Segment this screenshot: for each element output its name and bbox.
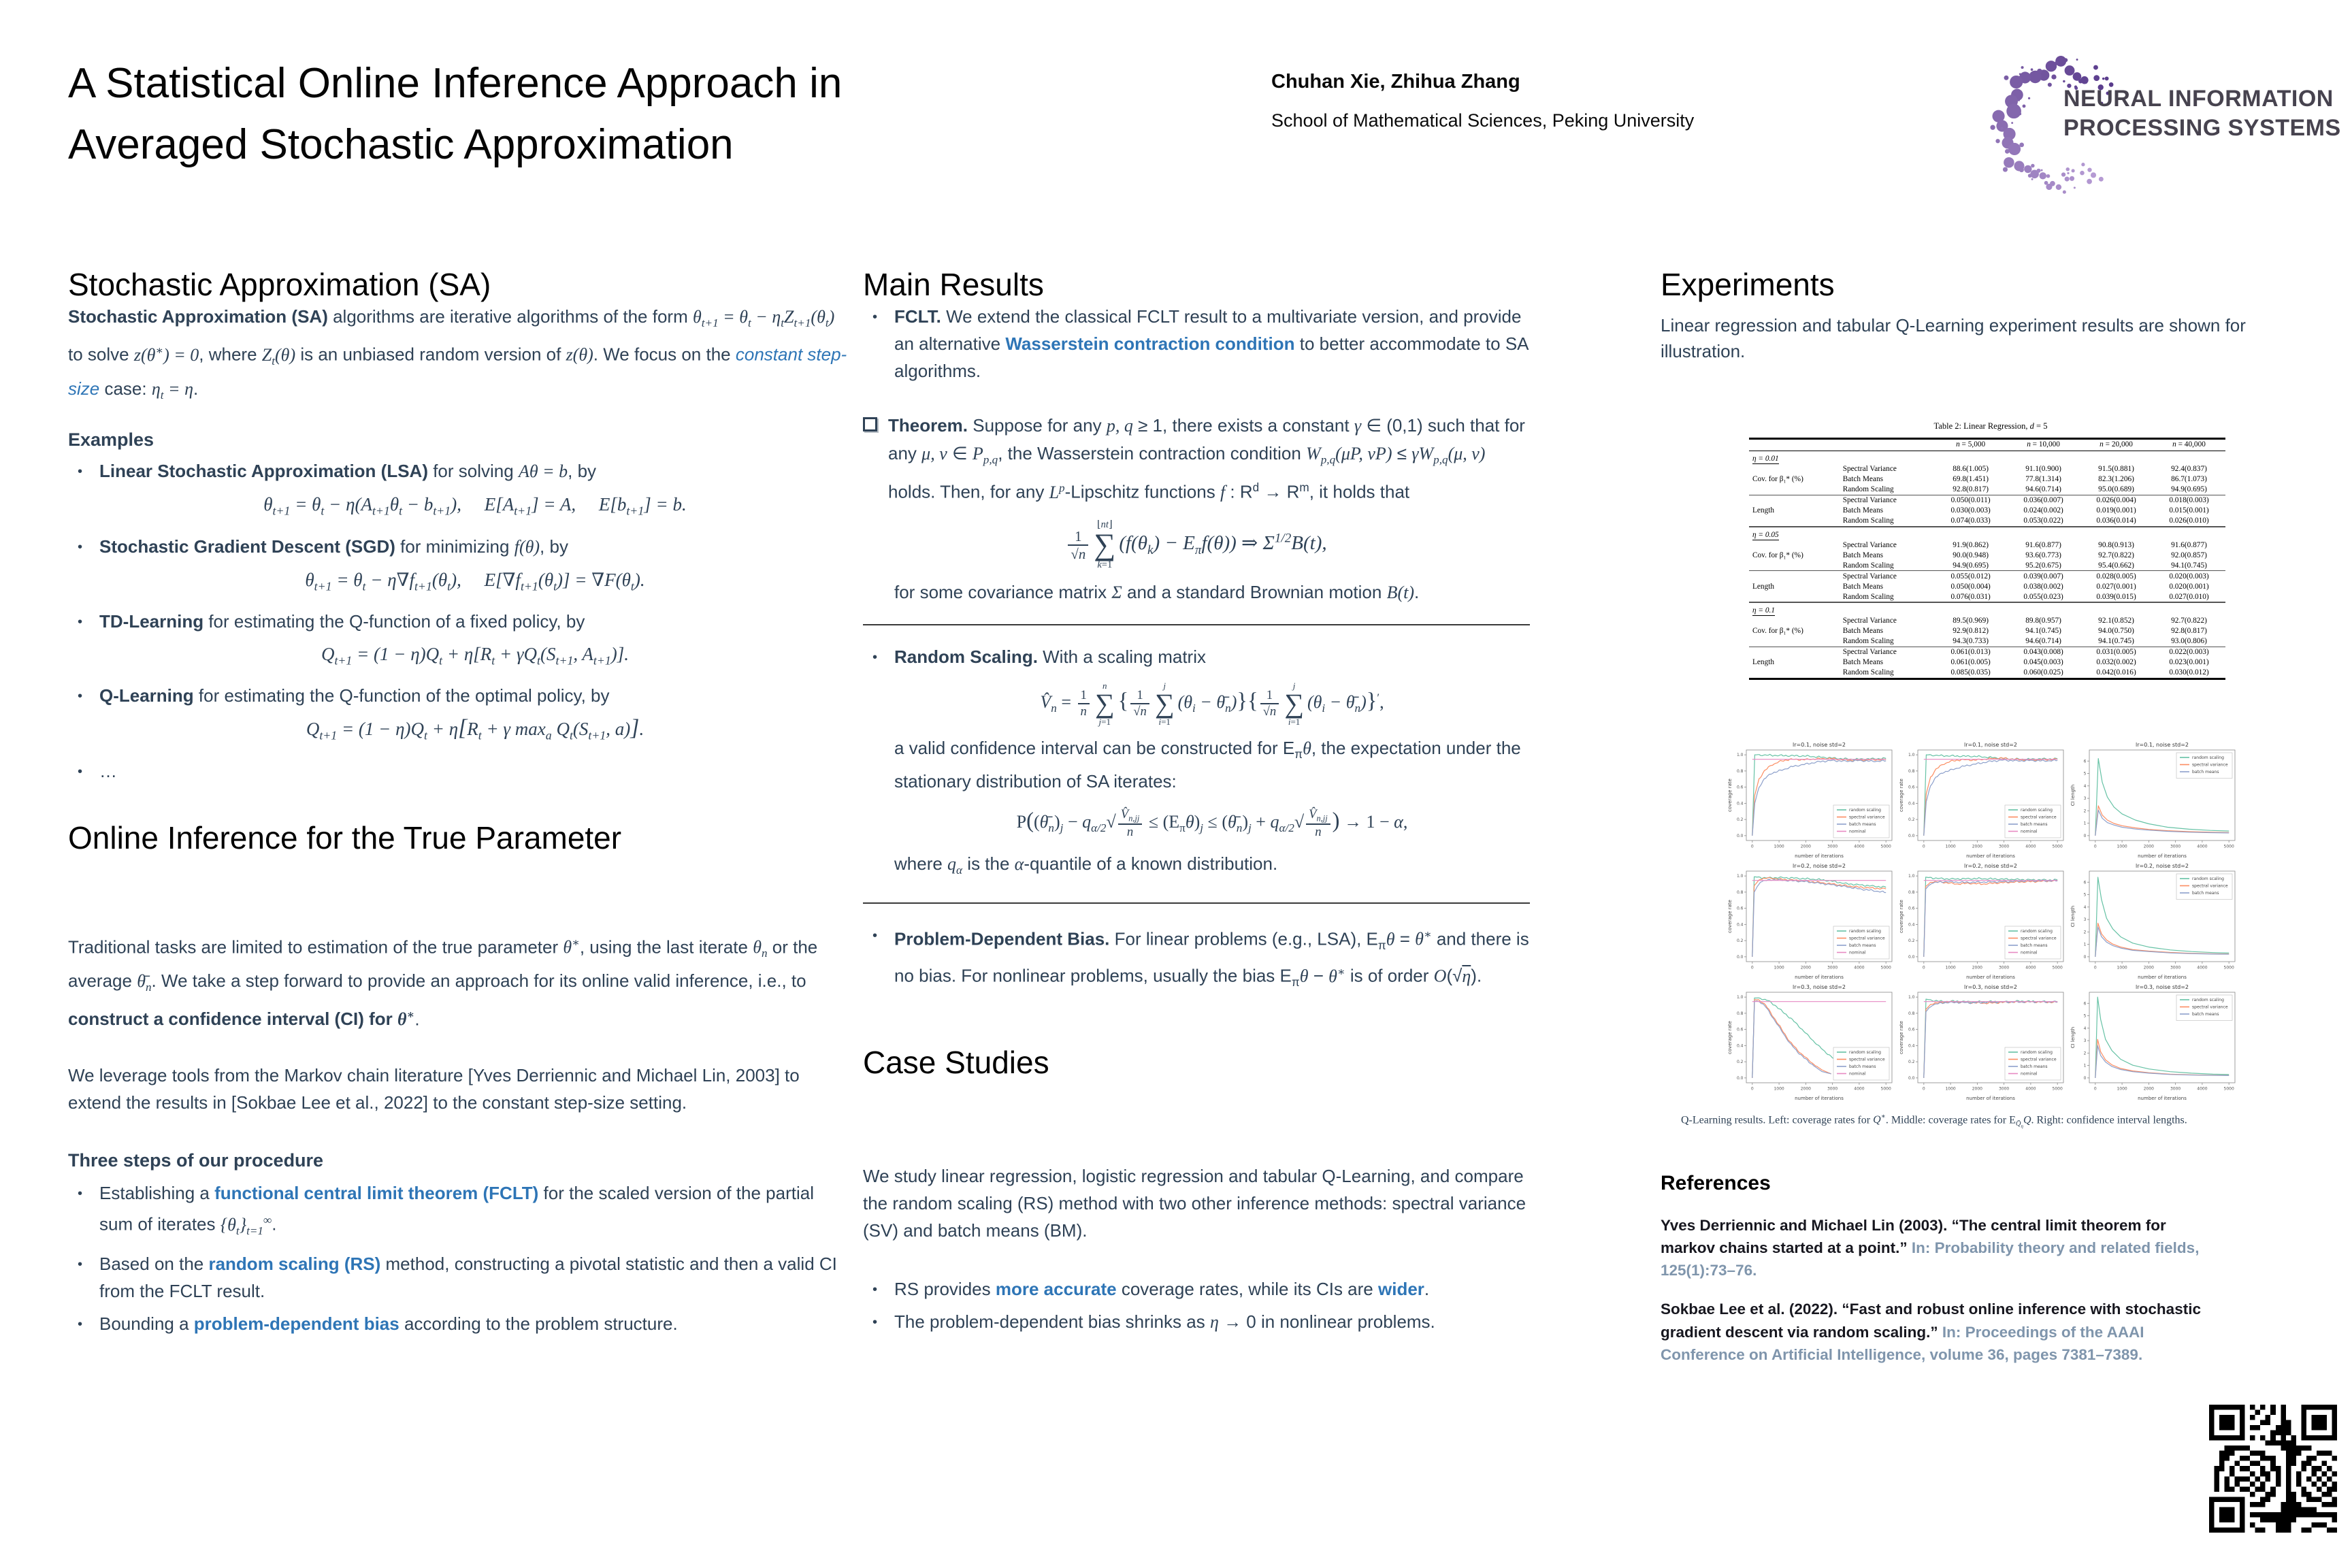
svg-text:0.8: 0.8 (1736, 1011, 1744, 1016)
table-row: Batch Means 0.050(0.004) 0.038(0.002) 0.027(0.001) 0.020(0.001) (1842, 582, 2209, 591)
random-scaling-lead: Random Scaling. With a scaling matrix (894, 646, 1206, 667)
example-lead: TD-Learning for estimating the Q-function of a fixed policy, by (99, 610, 585, 632)
svg-text:0.2: 0.2 (1736, 817, 1744, 823)
online-inference-paragraph-1: Traditional tasks are limited to estimation of the true parameter θ∗, using the last iterate $\theta_n$ or the average $\thetā_n$. We take a step forward to provide an approach for its online valid inference, i.e., to construct a confidence interval (CI) for θ∗. (68, 936, 818, 1030)
svg-text:4000: 4000 (1854, 1086, 1865, 1092)
svg-text:2000: 2000 (1972, 844, 1983, 849)
svg-text:2000: 2000 (1972, 965, 1983, 970)
svg-text:1000: 1000 (1945, 844, 1956, 849)
svg-text:1000: 1000 (2117, 844, 2127, 849)
svg-text:2: 2 (2083, 1051, 2087, 1056)
svg-text:number of iterations: number of iterations (1795, 974, 1844, 980)
svg-text:0: 0 (2083, 954, 2087, 960)
svg-text:0.6: 0.6 (1908, 785, 1915, 790)
svg-text:0: 0 (2093, 844, 2097, 849)
case-studies-paragraph: We study linear regression, logistic regression and tabular Q-Learning, and compare the random scaling (RS) method with two other inference methods: spectral variance (SV) and batch means (BM). (863, 1166, 1526, 1241)
theorem-square-marker (863, 417, 877, 431)
column-experiments (1661, 267, 2341, 1382)
svg-text:spectral variance: spectral variance (2021, 1057, 2057, 1062)
svg-text:0.2: 0.2 (1736, 938, 1744, 944)
svg-text:0.4: 0.4 (1736, 922, 1744, 928)
svg-text:lr=0.1, noise std=2: lr=0.1, noise std=2 (1792, 741, 1846, 748)
svg-text:1000: 1000 (1774, 1086, 1784, 1092)
svg-text:2000: 2000 (1800, 965, 1812, 970)
svg-text:3000: 3000 (1998, 1086, 2010, 1092)
case-studies-list (863, 1275, 1530, 1336)
table-caption: Table 2: Linear Regression, d = 5 (1933, 421, 2048, 431)
svg-text:1000: 1000 (1774, 844, 1784, 849)
svg-text:batch means: batch means (2192, 890, 2219, 896)
svg-text:5: 5 (2083, 892, 2087, 898)
svg-text:3: 3 (2083, 917, 2087, 922)
references-block (1661, 1172, 2341, 1367)
svg-text:number of iterations: number of iterations (1966, 853, 2015, 859)
reference-item (1661, 1214, 2212, 1282)
svg-text:4000: 4000 (1854, 965, 1865, 970)
svg-text:1.0: 1.0 (1908, 753, 1915, 758)
svg-text:spectral variance: spectral variance (2192, 883, 2228, 889)
svg-text:batch means: batch means (2192, 1011, 2219, 1017)
example-formula: $Q_{t+1} = (1 - \eta)Q_t + \eta[R_t + \gamma$ $\max_a Q_t(S_{t+1}$, a)]. (306, 715, 644, 742)
poster-title-line1: A Statistical Online Inference Approach in (68, 60, 843, 107)
svg-text:nominal: nominal (2021, 1071, 2038, 1077)
svg-text:4: 4 (2083, 904, 2087, 910)
table-row: Cov. for β₁* (%) Spectral Variance 88.6(1.005) 91.1(0.900) 91.5(0.881) 92.4(0.837) (1752, 465, 2207, 484)
three-steps-subheading: Three steps of our procedure (68, 1150, 324, 1171)
experiments-intro: Linear regression and tabular Q-Learning experiment results are shown for illustration. (1661, 314, 2246, 361)
table-row: Random Scaling 0.085(0.035) 0.060(0.025) 0.042(0.016) 0.030(0.012) (1842, 668, 2209, 677)
table-eta-row: η = 0.1 (1749, 602, 2225, 616)
list-item: • RS provides more accurate coverage rates, while its CIs are wider. (894, 1275, 1530, 1303)
svg-text:0.6: 0.6 (1908, 906, 1915, 911)
svg-text:number of iterations: number of iterations (1795, 853, 1844, 859)
plots-grid (1726, 740, 2243, 1103)
svg-text:coverage rate: coverage rate (1899, 899, 1904, 933)
svg-text:random scaling: random scaling (1849, 807, 1881, 813)
svg-text:3000: 3000 (1998, 844, 2010, 849)
section-heading-online-inference: Online Inference for the True Parameter (68, 819, 622, 855)
svg-text:number of iterations: number of iterations (2138, 974, 2187, 980)
svg-text:spectral variance: spectral variance (2021, 815, 2057, 820)
svg-text:1.0: 1.0 (1736, 753, 1744, 758)
table-row: Batch Means 92.9(0.812) 94.1(0.745) 94.0(0.750) 92.8(0.817) (1842, 627, 2207, 636)
svg-text:3000: 3000 (2170, 965, 2181, 970)
three-steps-list (68, 1179, 851, 1337)
svg-text:1000: 1000 (1774, 965, 1784, 970)
svg-text:nominal: nominal (1849, 829, 1866, 834)
svg-text:spectral variance: spectral variance (2192, 1004, 2228, 1010)
svg-text:random scaling: random scaling (1849, 1049, 1881, 1055)
svg-text:lr=0.2, noise std=2: lr=0.2, noise std=2 (2135, 862, 2189, 869)
poster-title-line2: Averaged Stochastic Approximation (68, 120, 734, 168)
svg-text:1000: 1000 (2117, 1086, 2127, 1092)
list-item: • Bounding a problem-dependent bias according to the problem structure. (99, 1310, 851, 1337)
svg-text:0.4: 0.4 (1908, 922, 1915, 928)
svg-text:2: 2 (2083, 930, 2087, 935)
svg-text:4000: 4000 (2197, 844, 2208, 849)
table-row: Length Spectral Variance 0.050(0.011) 0.036(0.007) 0.026(0.004) 0.018(0.003) (1749, 495, 2225, 506)
online-inference-paragraph-2: We leverage tools from the Markov chain literature [Yves Derriennic and Michael Lin, 2003] to extend the results in [Sokbae Lee et al., 2022] to the constant step-size setting. (68, 1065, 800, 1113)
theorem-formula: $\frac{1}{√n}$ ⌊nt⌋ ∑ k=1 $(f(\theta_k) - E_\pi f(\theta))$ ⇒ $\Sigma^{1/2}B(t)$, (863, 520, 1530, 570)
table-row: Length Spectral Variance 0.055(0.012) 0.039(0.007) 0.028(0.005) 0.020(0.003) (1749, 571, 2225, 582)
svg-text:0: 0 (1922, 1086, 1925, 1092)
section-heading-case-studies: Case Studies (863, 1045, 1049, 1081)
svg-text:5000: 5000 (1880, 844, 1891, 849)
example-formula: $\theta_{t+1} = \theta_t - \eta(A_{t+1}\theta_t - b_{t+1})$, $E[A_{t+1}] = A$, $E[b_{t+1}] = b$. (263, 494, 687, 518)
confidence-interval-formula: $P((\thetā_n)_j - q_{\alpha/2}√$ $\frac{V̂_{n,jj}}{n}$ ≤ $(E_\pi\theta)_j$ ≤ $(\thetā_n)_j + q_{\alpha/2}√$ $\frac{V̂_{n,jj}}{n}$ ) → 1 − α, (1016, 807, 1408, 840)
svg-text:lr=0.3, noise std=2: lr=0.3, noise std=2 (1792, 983, 1846, 990)
svg-text:1: 1 (2083, 1063, 2087, 1068)
svg-text:0.2: 0.2 (1908, 817, 1915, 823)
svg-text:3000: 3000 (2170, 1086, 2181, 1092)
svg-text:0: 0 (2093, 965, 2097, 970)
svg-text:1000: 1000 (1945, 965, 1956, 970)
svg-text:0.8: 0.8 (1736, 768, 1744, 774)
experiment-plot (1726, 982, 1897, 1103)
table-row: Batch Means 69.8(1.451) 77.8(1.314) 82.3(1.206) 86.7(1.073) (1842, 475, 2207, 484)
svg-text:2000: 2000 (2143, 965, 2155, 970)
theorem-after-text: for some covariance matrix Σ and a standard Brownian motion B(t). (894, 581, 1420, 602)
poster-title (68, 53, 842, 176)
svg-text:0: 0 (1922, 965, 1925, 970)
random-scaling-after-text: where $q_\alpha$ is the α-quantile of a known distribution. (894, 853, 1278, 877)
table-row: Random Scaling 0.074(0.033) 0.053(0.022) 0.036(0.014) 0.026(0.010) (1842, 517, 2209, 525)
experiment-plot (1726, 740, 1897, 861)
svg-text:coverage rate: coverage rate (1899, 778, 1904, 812)
svg-text:batch means: batch means (1849, 821, 1876, 827)
svg-text:5: 5 (2083, 1013, 2087, 1019)
svg-text:5000: 5000 (1880, 965, 1891, 970)
svg-text:4000: 4000 (2025, 1086, 2036, 1092)
svg-text:number of iterations: number of iterations (2138, 1095, 2187, 1101)
svg-text:random scaling: random scaling (2021, 807, 2053, 813)
svg-text:4000: 4000 (2025, 965, 2036, 970)
svg-text:4: 4 (2083, 1026, 2087, 1031)
svg-text:random scaling: random scaling (1849, 928, 1881, 934)
svg-text:2000: 2000 (2143, 1086, 2155, 1092)
svg-text:1.0: 1.0 (1908, 995, 1915, 1000)
svg-text:0.0: 0.0 (1908, 954, 1915, 960)
list-item: • Establishing a functional central limit theorem (FCLT) for the scaled version of the partial sum of iterates $\{\theta_t\}_{t=1}^\infty$. (99, 1179, 851, 1245)
svg-text:4000: 4000 (1854, 844, 1865, 849)
svg-text:0.8: 0.8 (1908, 889, 1915, 895)
svg-text:spectral variance: spectral variance (2021, 936, 2057, 941)
list-item: • Based on the random scaling (RS) method, constructing a pivotal statistic and then a valid CI from the FCLT result. (99, 1250, 851, 1305)
svg-text:0.4: 0.4 (1736, 1043, 1744, 1049)
svg-text:random scaling: random scaling (2192, 997, 2224, 1002)
divider (863, 624, 1530, 625)
svg-text:1000: 1000 (2117, 965, 2127, 970)
svg-text:0.2: 0.2 (1908, 1060, 1915, 1065)
svg-text:0.8: 0.8 (1736, 889, 1744, 895)
svg-text:5000: 5000 (2052, 844, 2063, 849)
authors: Chuhan Xie, Zhihua Zhang (1271, 71, 1520, 93)
svg-text:random scaling: random scaling (2021, 928, 2053, 934)
svg-text:CI length: CI length (2070, 905, 2076, 928)
svg-text:lr=0.1, noise std=2: lr=0.1, noise std=2 (2135, 741, 2189, 748)
column-stochastic-approximation (68, 267, 851, 1343)
random-scaling-list (863, 643, 1530, 885)
reference-venue: In: Probability theory and related fields, 125(1):73–76. (1661, 1239, 2200, 1279)
fclt-bullet: • FCLT. We extend the classical FCLT result to a multivariate version, and provide an alternative Wasserstein contraction condition to better accommodate to SA algorithms. (894, 303, 1530, 385)
svg-text:0: 0 (1750, 1086, 1754, 1092)
svg-text:1: 1 (2083, 942, 2087, 947)
table-row: Random Scaling 92.8(0.817) 94.6(0.714) 95.0(0.689) 94.9(0.695) (1842, 485, 2207, 494)
svg-text:lr=0.3, noise std=2: lr=0.3, noise std=2 (2135, 983, 2189, 990)
svg-text:0.2: 0.2 (1908, 938, 1915, 944)
svg-text:batch means: batch means (2192, 769, 2219, 774)
svg-text:0.6: 0.6 (1736, 906, 1744, 911)
svg-text:spectral variance: spectral variance (1849, 1057, 1885, 1062)
svg-text:number of iterations: number of iterations (2138, 853, 2187, 859)
svg-text:0: 0 (2083, 1075, 2087, 1081)
section-heading-main-results: Main Results (863, 267, 1044, 302)
svg-text:0.6: 0.6 (1736, 1027, 1744, 1032)
examples-subheading: Examples (68, 429, 154, 451)
svg-text:2000: 2000 (2143, 844, 2155, 849)
svg-text:2000: 2000 (1800, 1086, 1812, 1092)
column-main-results (863, 267, 1530, 1341)
reference-main: Yves Derriennic and Michael Lin (2003). “The central limit theorem for markov chains started at a point.” (1661, 1216, 2166, 1256)
divider (863, 902, 1530, 904)
bias-list (863, 921, 1530, 996)
svg-text:4000: 4000 (2197, 965, 2208, 970)
svg-text:number of iterations: number of iterations (1966, 974, 2015, 980)
svg-text:1.0: 1.0 (1908, 874, 1915, 879)
random-scaling-bullet (894, 643, 1530, 885)
svg-text:batch means: batch means (2021, 943, 2048, 948)
svg-text:5: 5 (2083, 771, 2087, 777)
svg-text:4: 4 (2083, 783, 2087, 789)
svg-text:1: 1 (2083, 821, 2087, 826)
experiment-plot (1897, 861, 2069, 982)
svg-text:0: 0 (2083, 833, 2087, 838)
example-formula: $Q_{t+1} = (1 - \eta)Q_t + \eta[R_t + \gamma Q_t(S_{t+1}$, $A_{t+1}$)]. (321, 643, 630, 668)
svg-text:0: 0 (1750, 965, 1754, 970)
svg-text:1.0: 1.0 (1736, 874, 1744, 879)
svg-text:coverage rate: coverage rate (1899, 1020, 1904, 1054)
svg-text:3000: 3000 (1998, 965, 2010, 970)
svg-text:nominal: nominal (2021, 950, 2038, 956)
example-lead: Stochastic Gradient Descent (SGD) for minimizing f(θ), by (99, 536, 568, 557)
svg-text:CI length: CI length (2070, 1026, 2076, 1049)
experiment-plot (2069, 861, 2240, 982)
scaling-matrix-formula: $V̂_n$ = $\frac{1}{n}$ n ∑ j=1 { $\frac{1}{√n}$ j ∑ i=1 ($\theta_i$ − $\thetā_n$)}{ $\frac{1}{√n}$ j ∑ i=1 ($\theta_i$ − $\thetā_n)\}'$, (1040, 680, 1384, 727)
experiment-plot (1897, 740, 2069, 861)
table-row: Batch Means 0.061(0.005) 0.045(0.003) 0.032(0.002) 0.023(0.001) (1842, 658, 2209, 667)
svg-text:1000: 1000 (1945, 1086, 1956, 1092)
svg-text:0.4: 0.4 (1736, 801, 1744, 806)
example-lead: Q-Learning for estimating the Q-function of the optimal policy, by (99, 685, 610, 706)
reference-item (1661, 1298, 2212, 1366)
svg-text:3: 3 (2083, 796, 2087, 801)
svg-text:0.8: 0.8 (1908, 768, 1915, 774)
example-lead: Linear Stochastic Approximation (LSA) for solving Aθ = b, by (99, 461, 597, 482)
list-item (99, 457, 851, 524)
theorem-text: Theorem. Suppose for any p, q ≥ 1, there exists a constant γ ∈ (0,1) such that for any μ, ν ∈ $P_{p,q}$, the Wasserstein contraction condition $W_{p,q}(\mu P$, $\nu P) \le \gamma W_{p,q}(\mu$, ν) holds. Then, for any $L^p$-Lipschitz functions f : $R^d \to R^m$, it holds that (888, 414, 1525, 502)
svg-text:coverage rate: coverage rate (1727, 1020, 1733, 1054)
svg-text:6: 6 (2083, 1001, 2087, 1007)
svg-text:random scaling: random scaling (2021, 1049, 2053, 1055)
svg-text:0.0: 0.0 (1736, 1075, 1744, 1081)
table-row: Random Scaling 94.3(0.733) 94.6(0.714) 94.1(0.745) 93.0(0.806) (1842, 637, 2207, 646)
svg-text:coverage rate: coverage rate (1727, 778, 1733, 812)
svg-text:3000: 3000 (2170, 844, 2181, 849)
table-header-row: n = 5,000 n = 10,000 n = 20,000 n = 40,000 (1749, 438, 2225, 451)
svg-text:lr=0.3, noise std=2: lr=0.3, noise std=2 (1963, 983, 2018, 990)
svg-text:2000: 2000 (1800, 844, 1812, 849)
svg-text:0: 0 (1922, 844, 1925, 849)
neurips-logo (1982, 39, 2349, 216)
table-row: Random Scaling 94.9(0.695) 95.2(0.675) 95.4(0.662) 94.1(0.745) (1842, 561, 2207, 570)
svg-text:coverage rate: coverage rate (1727, 899, 1733, 933)
svg-text:3000: 3000 (1827, 844, 1838, 849)
table-linear-regression (1749, 438, 2225, 680)
sa-intro-paragraph: Stochastic Approximation (SA) algorithms are iterative algorithms of the form $\theta_{t+1} = \theta_t - \eta_tZ_{t+1}(\theta_t)$ to solve z(θ∗) = 0, where $Z_t(\theta)$ is an unbiased random version of z(θ). We focus on the constant step-size case: $\eta_t = \eta$. (68, 306, 847, 402)
examples-list (68, 457, 851, 785)
svg-text:3000: 3000 (1827, 1086, 1838, 1092)
table-row: Cov. for β₁* (%) Spectral Variance 91.9(0.862) 91.6(0.877) 90.8(0.913) 91.6(0.877) (1752, 540, 2207, 559)
svg-text:0.6: 0.6 (1736, 785, 1744, 790)
list-item (99, 533, 851, 600)
svg-text:CI length: CI length (2070, 784, 2076, 806)
svg-text:0: 0 (2093, 1086, 2097, 1092)
svg-text:0.2: 0.2 (1736, 1060, 1744, 1065)
svg-text:5000: 5000 (2052, 1086, 2063, 1092)
table-row: Batch Means 90.0(0.948) 93.6(0.773) 92.7(0.822) 92.0(0.857) (1842, 551, 2207, 559)
theorem-block (863, 412, 1530, 506)
table-eta-row: η = 0.01 (1752, 455, 1779, 463)
svg-text:5000: 5000 (2223, 1086, 2234, 1092)
svg-text:0.0: 0.0 (1908, 833, 1915, 838)
example-formula: $\theta_{t+1} = \theta_t - \eta\nabla f_{t+1}(\theta_t)$, $E[\nabla f_{t+1}(\theta_t)] = \nabla F(\theta_t)$. (305, 569, 645, 593)
svg-text:batch means: batch means (2021, 1064, 2048, 1069)
experiment-plot (1897, 982, 2069, 1103)
plots-caption: Q-Learning results. Left: coverage rates for Q∗. Middle: coverage rates for $E_{Q̄_\eta}Q$. Right: confidence interval lengths. (1681, 1113, 2187, 1130)
svg-text:3: 3 (2083, 1038, 2087, 1043)
neurips-logo-text (2063, 84, 2341, 143)
svg-text:number of iterations: number of iterations (1795, 1095, 1844, 1101)
table-eta-row: η = 0.05 (1749, 527, 2225, 540)
table-row: Length Spectral Variance 0.061(0.013) 0.043(0.008) 0.031(0.005) 0.022(0.003) (1749, 647, 2225, 657)
svg-text:1.0: 1.0 (1736, 995, 1744, 1000)
svg-text:2: 2 (2083, 808, 2087, 814)
svg-text:0.6: 0.6 (1908, 1027, 1915, 1032)
svg-text:3000: 3000 (1827, 965, 1838, 970)
svg-text:0.0: 0.0 (1736, 833, 1744, 838)
svg-text:lr=0.2, noise std=2: lr=0.2, noise std=2 (1792, 862, 1846, 869)
list-item-ellipsis: • … (99, 757, 851, 785)
neurips-logo-text-line1: NEURAL INFORMATION (2063, 86, 2334, 112)
table-row: Random Scaling 0.076(0.031) 0.055(0.023) 0.039(0.015) 0.027(0.010) (1842, 592, 2209, 601)
svg-text:4000: 4000 (2197, 1086, 2208, 1092)
table-row: Batch Means 0.030(0.003) 0.024(0.002) 0.019(0.001) 0.015(0.001) (1842, 506, 2209, 515)
svg-text:spectral variance: spectral variance (1849, 815, 1885, 820)
svg-text:4000: 4000 (2025, 844, 2036, 849)
svg-text:0: 0 (1750, 844, 1754, 849)
svg-text:batch means: batch means (1849, 1064, 1876, 1069)
svg-text:random scaling: random scaling (2192, 876, 2224, 881)
svg-text:2000: 2000 (1972, 1086, 1983, 1092)
reference-main: Sokbae Lee et al. (2022). “Fast and robust online inference with stochastic gradient descent via random scaling.” (1661, 1301, 2201, 1341)
experiment-plot (2069, 982, 2240, 1103)
svg-text:nominal: nominal (1849, 950, 1866, 956)
list-item (99, 608, 851, 674)
experiment-plot (2069, 740, 2240, 861)
svg-text:nominal: nominal (2021, 829, 2038, 834)
affiliation: School of Mathematical Sciences, Peking University (1271, 110, 1695, 131)
svg-text:5000: 5000 (2223, 844, 2234, 849)
svg-text:5000: 5000 (2223, 965, 2234, 970)
svg-text:5000: 5000 (2052, 965, 2063, 970)
svg-text:number of iterations: number of iterations (1966, 1095, 2015, 1101)
svg-text:6: 6 (2083, 759, 2087, 764)
svg-text:batch means: batch means (1849, 943, 1876, 948)
svg-text:0.0: 0.0 (1736, 954, 1744, 960)
svg-text:spectral variance: spectral variance (1849, 936, 1885, 941)
qr-code-icon (2209, 1405, 2337, 1533)
linear-regression-table-block (1749, 421, 2232, 680)
section-heading-experiments: Experiments (1661, 267, 1835, 302)
svg-text:random scaling: random scaling (2192, 755, 2224, 760)
problem-dependent-bias-bullet: • Problem-Dependent Bias. For linear problems (e.g., LSA), $E_\pi\theta = \theta^∗$ and there is no bias. For nonlinear problems, usually the bias $E_\pi\theta - \theta^∗$ is of order O(√η). (894, 921, 1530, 996)
svg-text:5000: 5000 (1880, 1086, 1891, 1092)
neurips-logo-text-line2: PROCESSING SYSTEMS (2063, 114, 2341, 141)
svg-text:0.8: 0.8 (1908, 1011, 1915, 1016)
experiment-plot (1726, 861, 1897, 982)
svg-text:lr=0.2, noise std=2: lr=0.2, noise std=2 (1963, 862, 2018, 869)
svg-text:nominal: nominal (1849, 1071, 1866, 1077)
table-row: Cov. for β₁* (%) Spectral Variance 89.5(0.969) 89.8(0.957) 92.1(0.852) 92.7(0.822) (1752, 617, 2207, 636)
section-heading-sa: Stochastic Approximation (SA) (68, 267, 491, 302)
svg-text:0.4: 0.4 (1908, 1043, 1915, 1049)
list-item: • The problem-dependent bias shrinks as η → 0 in nonlinear problems. (894, 1308, 1530, 1336)
svg-text:0.4: 0.4 (1908, 801, 1915, 806)
random-scaling-mid-text: a valid confidence interval can be constructed for $E_\pi\theta$, the expectation under the stationary distribution of SA iterates: (894, 737, 1521, 792)
reference-venue: In: Proceedings of the AAAI Conference on Artificial Intelligence, volume 36, pages 7381–7389. (1661, 1323, 2144, 1363)
references-heading: References (1661, 1171, 1771, 1194)
main-results-list (863, 303, 1530, 385)
svg-text:batch means: batch means (2021, 821, 2048, 827)
svg-text:6: 6 (2083, 880, 2087, 885)
svg-text:spectral variance: spectral variance (2192, 762, 2228, 768)
svg-text:0.0: 0.0 (1908, 1075, 1915, 1081)
list-item (99, 682, 851, 749)
qr-code (2209, 1405, 2337, 1533)
svg-text:lr=0.1, noise std=2: lr=0.1, noise std=2 (1963, 741, 2018, 748)
